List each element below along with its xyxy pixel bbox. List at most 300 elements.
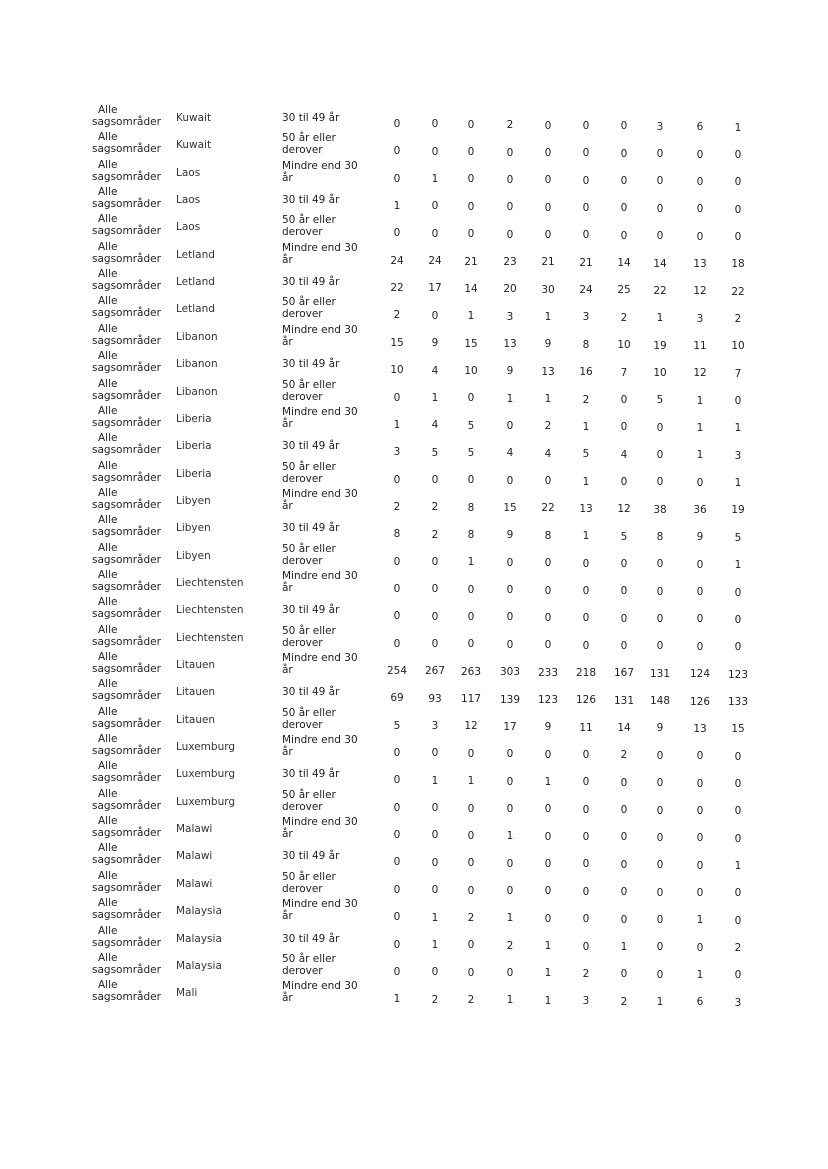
row-value: 3 — [431, 720, 439, 733]
row-value: 12 — [693, 285, 707, 298]
row-age-group: 50 år eller derover — [282, 870, 336, 895]
row-value: 263 — [460, 665, 482, 678]
row-area-label: Alle sagsområder — [92, 486, 161, 511]
row-value: 0 — [734, 148, 742, 161]
table-row — [0, 514, 828, 544]
row-age-group: 30 til 49 år — [282, 276, 340, 289]
row-value: 2 — [431, 528, 439, 541]
row-value: 0 — [467, 146, 475, 159]
row-age-group: 30 til 49 år — [282, 686, 340, 699]
row-value: 0 — [431, 145, 439, 158]
row-value: 5 — [620, 530, 628, 543]
row-area-label: Alle sagsområder — [92, 897, 161, 922]
row-value: 0 — [431, 118, 439, 131]
row-country: Litauen — [176, 713, 216, 726]
row-value: 0 — [544, 201, 552, 214]
row-country: Libyen — [176, 522, 211, 535]
row-value: 1 — [582, 420, 590, 433]
table-row — [0, 350, 828, 380]
row-value: 0 — [431, 227, 439, 240]
row-value: 1 — [656, 995, 664, 1008]
row-value: 0 — [620, 229, 628, 242]
row-value: 0 — [656, 148, 664, 161]
row-value: 1 — [696, 449, 704, 462]
row-area-label: Alle sagsområder — [92, 623, 161, 648]
row-value: 0 — [467, 392, 475, 405]
row-value: 0 — [734, 613, 742, 626]
row-value: 1 — [506, 830, 514, 843]
row-value: 1 — [544, 994, 552, 1007]
row-value: 1 — [431, 173, 439, 186]
row-value: 0 — [467, 200, 475, 213]
row-value: 0 — [656, 202, 664, 215]
row-value: 0 — [696, 613, 704, 626]
row-value: 0 — [467, 966, 475, 979]
row-value: 9 — [431, 337, 439, 350]
row-value: 0 — [544, 557, 552, 570]
row-age-group: 50 år eller derover — [282, 542, 336, 567]
table-row — [0, 541, 828, 572]
row-country: Libyen — [176, 494, 211, 507]
row-value: 13 — [541, 365, 555, 378]
row-value: 0 — [696, 148, 704, 161]
table-row — [0, 158, 828, 189]
row-age-group: Mindre end 30 år — [282, 652, 358, 676]
row-value: 0 — [393, 473, 401, 486]
row-value: 0 — [620, 640, 628, 653]
row-value: 12 — [617, 503, 631, 516]
row-value: 2 — [620, 749, 628, 762]
row-area-label: Alle sagsområder — [92, 104, 161, 128]
row-value: 0 — [467, 802, 475, 815]
row-country: Luxemburg — [176, 768, 236, 781]
row-value: 0 — [544, 146, 552, 159]
row-value: 0 — [656, 777, 664, 790]
row-value: 0 — [734, 750, 742, 763]
row-age-group: 30 til 49 år — [282, 768, 340, 781]
row-country: Liberia — [176, 440, 212, 453]
row-value: 0 — [734, 641, 742, 654]
row-value: 0 — [582, 885, 590, 898]
row-value: 0 — [582, 913, 590, 926]
row-age-group: 30 til 49 år — [282, 522, 340, 535]
row-value: 0 — [620, 421, 628, 434]
row-value: 13 — [579, 502, 593, 515]
row-area-label: Alle sagsområder — [92, 158, 161, 183]
table-row — [0, 733, 828, 763]
row-value: 0 — [393, 582, 401, 595]
row-value: 0 — [467, 173, 475, 186]
row-value: 0 — [582, 174, 590, 187]
row-area-label: Alle sagsområder — [92, 541, 161, 566]
row-value: 254 — [386, 665, 408, 677]
table-row — [0, 459, 828, 490]
row-area-label: Alle sagsområder — [92, 787, 161, 812]
row-value: 0 — [582, 749, 590, 762]
row-country: Liechtensten — [176, 604, 244, 617]
row-value: 0 — [582, 147, 590, 160]
row-value: 0 — [544, 611, 552, 624]
row-age-group: Mindre end 30 år — [282, 898, 358, 923]
row-value: 0 — [582, 831, 590, 844]
row-value: 0 — [582, 584, 590, 597]
row-value: 22 — [390, 282, 404, 295]
row-area-label: Alle sagsområder — [92, 979, 161, 1004]
row-value: 6 — [696, 121, 704, 134]
table-row — [0, 213, 828, 243]
row-value: 5 — [734, 531, 742, 544]
row-value: 0 — [734, 969, 742, 982]
row-value: 0 — [696, 203, 704, 216]
row-value: 9 — [506, 529, 514, 542]
row-country: Litauen — [176, 659, 216, 671]
row-age-group: Mindre end 30 år — [282, 734, 358, 759]
row-country: Kuwait — [176, 112, 212, 124]
row-value: 0 — [696, 476, 704, 489]
row-value: 1 — [620, 940, 628, 953]
row-value: 0 — [656, 831, 664, 844]
row-value: 0 — [620, 475, 628, 488]
row-area-label: Alle sagsområder — [92, 651, 161, 675]
row-value: 0 — [431, 638, 439, 651]
row-value: 1 — [734, 559, 742, 572]
row-value: 0 — [656, 749, 664, 762]
row-value: 0 — [696, 886, 704, 899]
row-age-group: 30 til 49 år — [282, 440, 340, 453]
row-value: 9 — [696, 531, 704, 544]
row-value: 0 — [431, 200, 439, 213]
row-value: 0 — [431, 555, 439, 568]
row-value: 0 — [393, 883, 401, 896]
table-row — [0, 404, 828, 435]
row-age-group: Mindre end 30 år — [282, 487, 358, 512]
table-row — [0, 951, 828, 982]
row-value: 123 — [537, 693, 559, 706]
row-value: 9 — [656, 722, 664, 735]
row-country: Kuwait — [176, 139, 212, 152]
row-value: 0 — [582, 120, 590, 132]
row-value: 14 — [617, 257, 631, 270]
row-country: Liechtensten — [176, 576, 244, 589]
row-value: 0 — [544, 748, 552, 761]
row-value: 0 — [544, 174, 552, 187]
row-value: 0 — [734, 586, 742, 599]
row-country: Libanon — [176, 358, 218, 371]
row-value: 0 — [544, 584, 552, 597]
row-value: 0 — [431, 802, 439, 815]
row-value: 10 — [390, 364, 404, 377]
row-area-label: Alle sagsområder — [92, 869, 161, 894]
row-value: 0 — [506, 146, 514, 159]
row-country: Malawi — [176, 850, 213, 863]
row-value: 19 — [731, 504, 745, 517]
row-value: 0 — [582, 612, 590, 625]
row-value: 1 — [506, 994, 514, 1007]
row-value: 0 — [393, 911, 401, 924]
row-value: 10 — [464, 364, 478, 377]
row-value: 0 — [506, 967, 514, 980]
row-area-label: Alle sagsområder — [92, 459, 161, 484]
row-value: 0 — [696, 558, 704, 571]
row-value: 0 — [620, 612, 628, 625]
row-value: 0 — [544, 639, 552, 652]
row-value: 0 — [734, 914, 742, 927]
row-value: 0 — [582, 776, 590, 789]
row-value: 0 — [656, 913, 664, 926]
row-country: Malawi — [176, 823, 213, 836]
row-value: 0 — [506, 556, 514, 569]
row-country: Libanon — [176, 385, 218, 398]
table-row — [0, 623, 828, 654]
row-value: 0 — [431, 856, 439, 869]
row-value: 8 — [393, 528, 401, 541]
row-value: 1 — [582, 475, 590, 488]
row-age-group: 30 til 49 år — [282, 604, 340, 617]
row-age-group: 30 til 49 år — [282, 932, 340, 945]
row-value: 0 — [620, 585, 628, 598]
row-value: 0 — [620, 886, 628, 899]
row-value: 0 — [544, 830, 552, 843]
row-value: 69 — [390, 692, 404, 705]
row-country: Malaysia — [176, 959, 222, 972]
row-value: 5 — [467, 419, 475, 432]
row-value: 1 — [734, 121, 742, 134]
row-area-label: Alle sagsområder — [92, 213, 161, 238]
row-value: 0 — [734, 230, 742, 243]
row-value: 0 — [620, 147, 628, 160]
row-age-group: 50 år eller derover — [282, 788, 336, 813]
row-value: 1 — [544, 967, 552, 980]
table-row — [0, 104, 828, 134]
row-value: 9 — [544, 721, 552, 734]
row-age-group: 50 år eller derover — [282, 460, 336, 485]
row-age-group: Mindre end 30 år — [282, 980, 358, 1005]
row-value: 0 — [393, 145, 401, 158]
row-value: 3 — [734, 996, 742, 1009]
row-value: 0 — [734, 805, 742, 818]
row-value: 0 — [506, 638, 514, 651]
row-value: 0 — [506, 173, 514, 186]
row-value: 124 — [689, 668, 711, 681]
row-value: 0 — [620, 913, 628, 926]
row-value: 1 — [467, 556, 475, 569]
row-value: 0 — [696, 750, 704, 763]
row-country: Libanon — [176, 330, 218, 343]
row-value: 0 — [696, 175, 704, 188]
row-value: 0 — [467, 829, 475, 842]
row-value: 7 — [734, 367, 742, 380]
row-value: 2 — [582, 967, 590, 980]
row-value: 9 — [506, 365, 514, 378]
row-value: 0 — [620, 393, 628, 406]
row-value: 0 — [393, 610, 401, 623]
row-value: 10 — [653, 366, 667, 379]
row-value: 18 — [731, 258, 745, 271]
row-value: 0 — [734, 832, 742, 845]
row-value: 0 — [582, 229, 590, 242]
row-age-group: 50 år eller derover — [282, 132, 336, 157]
row-value: 0 — [656, 175, 664, 188]
row-value: 22 — [541, 502, 555, 515]
row-value: 0 — [582, 803, 590, 816]
row-value: 3 — [734, 449, 742, 462]
row-value: 0 — [467, 611, 475, 624]
row-area-label: Alle sagsområder — [92, 514, 161, 539]
row-area-label: Alle sagsområder — [92, 322, 161, 347]
row-area-label: Alle sagsområder — [92, 404, 161, 429]
row-value: 0 — [393, 172, 401, 185]
row-value: 0 — [656, 230, 664, 243]
row-value: 0 — [696, 859, 704, 872]
row-value: 0 — [656, 585, 664, 598]
row-value: 4 — [431, 419, 439, 432]
row-country: Liechtensten — [176, 631, 244, 644]
row-value: 4 — [506, 447, 514, 460]
row-value: 139 — [499, 693, 521, 706]
row-value: 0 — [620, 202, 628, 215]
row-value: 17 — [428, 282, 442, 295]
row-value: 0 — [620, 831, 628, 844]
row-value: 0 — [696, 832, 704, 845]
row-value: 0 — [582, 639, 590, 652]
row-area-label: Alle sagsområder — [92, 268, 161, 293]
row-value: 0 — [467, 939, 475, 952]
row-area-label: Alle sagsområder — [92, 705, 161, 730]
row-value: 0 — [734, 203, 742, 216]
row-value: 8 — [467, 529, 475, 542]
row-country: Liberia — [176, 412, 212, 425]
row-value: 3 — [393, 446, 401, 459]
row-value: 267 — [424, 665, 446, 678]
row-value: 15 — [731, 723, 745, 736]
row-age-group: Mindre end 30 år — [282, 569, 358, 594]
row-value: 0 — [734, 887, 742, 900]
row-country: Malawi — [176, 877, 213, 890]
row-value: 2 — [393, 500, 401, 513]
row-value: 0 — [696, 941, 704, 954]
row-value: 2 — [431, 501, 439, 514]
row-value: 0 — [393, 637, 401, 650]
row-value: 0 — [393, 829, 401, 842]
row-value: 16 — [579, 366, 593, 379]
row-value: 0 — [467, 474, 475, 487]
row-value: 21 — [541, 256, 555, 269]
table-row — [0, 705, 828, 736]
row-value: 23 — [503, 255, 517, 268]
row-value: 0 — [544, 912, 552, 925]
row-value: 0 — [734, 176, 742, 189]
row-value: 117 — [460, 693, 482, 706]
row-country: Laos — [176, 221, 201, 234]
row-value: 0 — [696, 777, 704, 790]
row-value: 2 — [582, 393, 590, 406]
row-value: 0 — [656, 613, 664, 626]
table-row — [0, 268, 828, 298]
row-area-label: Alle sagsområder — [92, 760, 161, 785]
row-value: 2 — [467, 911, 475, 924]
row-value: 5 — [393, 719, 401, 732]
row-value: 0 — [544, 885, 552, 898]
row-value: 0 — [506, 857, 514, 870]
row-value: 5 — [431, 446, 439, 459]
row-age-group: 50 år eller derover — [282, 952, 336, 977]
row-value: 1 — [393, 200, 401, 213]
row-value: 0 — [506, 748, 514, 761]
row-country: Letland — [176, 248, 215, 261]
row-value: 0 — [506, 775, 514, 788]
row-area-label: Alle sagsområder — [92, 678, 161, 703]
row-value: 0 — [431, 747, 439, 760]
row-value: 12 — [464, 720, 478, 733]
row-value: 1 — [506, 392, 514, 405]
row-area-label: Alle sagsområder — [92, 377, 161, 402]
table-row — [0, 979, 828, 1009]
row-area-label: Alle sagsområder — [92, 842, 161, 867]
row-value: 0 — [506, 611, 514, 624]
row-value: 0 — [393, 555, 401, 568]
row-value: 131 — [613, 694, 635, 707]
row-value: 0 — [620, 804, 628, 817]
row-value: 25 — [617, 284, 631, 297]
row-country: Laos — [176, 166, 201, 179]
row-area-label: Alle sagsområder — [92, 186, 161, 211]
row-value: 0 — [431, 309, 439, 322]
table-row — [0, 131, 828, 161]
row-value: 3 — [506, 310, 514, 323]
row-value: 0 — [620, 175, 628, 188]
row-value: 0 — [620, 557, 628, 570]
row-value: 1 — [696, 969, 704, 982]
row-age-group: 50 år eller derover — [282, 624, 336, 649]
row-value: 6 — [696, 996, 704, 1009]
row-age-group: Mindre end 30 år — [282, 405, 358, 430]
table-row — [0, 568, 828, 599]
table-row — [0, 486, 828, 517]
row-value: 0 — [544, 803, 552, 816]
row-value: 0 — [656, 941, 664, 954]
row-value: 131 — [649, 667, 671, 680]
row-value: 126 — [689, 695, 711, 708]
row-value: 218 — [575, 667, 597, 679]
row-country: Malaysia — [176, 932, 222, 945]
row-value: 233 — [537, 666, 559, 679]
row-value: 1 — [431, 774, 439, 787]
row-value: 0 — [431, 829, 439, 842]
row-value: 1 — [506, 912, 514, 925]
table-row — [0, 787, 828, 818]
row-value: 1 — [734, 860, 742, 873]
row-area-label: Alle sagsområder — [92, 568, 161, 593]
table-row — [0, 678, 828, 708]
row-value: 13 — [693, 722, 707, 735]
row-value: 1 — [431, 391, 439, 404]
table-row — [0, 240, 828, 271]
row-value: 5 — [656, 394, 664, 407]
row-value: 0 — [393, 118, 401, 130]
row-value: 4 — [431, 364, 439, 377]
row-value: 1 — [696, 422, 704, 435]
row-value: 0 — [544, 228, 552, 241]
row-age-group: 50 år eller derover — [282, 214, 336, 239]
row-value: 0 — [656, 804, 664, 817]
row-value: 3 — [582, 311, 590, 324]
row-country: Mali — [176, 987, 198, 1000]
row-value: 123 — [727, 668, 749, 681]
row-age-group: 30 til 49 år — [282, 112, 340, 124]
row-value: 13 — [503, 337, 517, 350]
row-age-group: 30 til 49 år — [282, 850, 340, 863]
row-value: 8 — [544, 529, 552, 542]
